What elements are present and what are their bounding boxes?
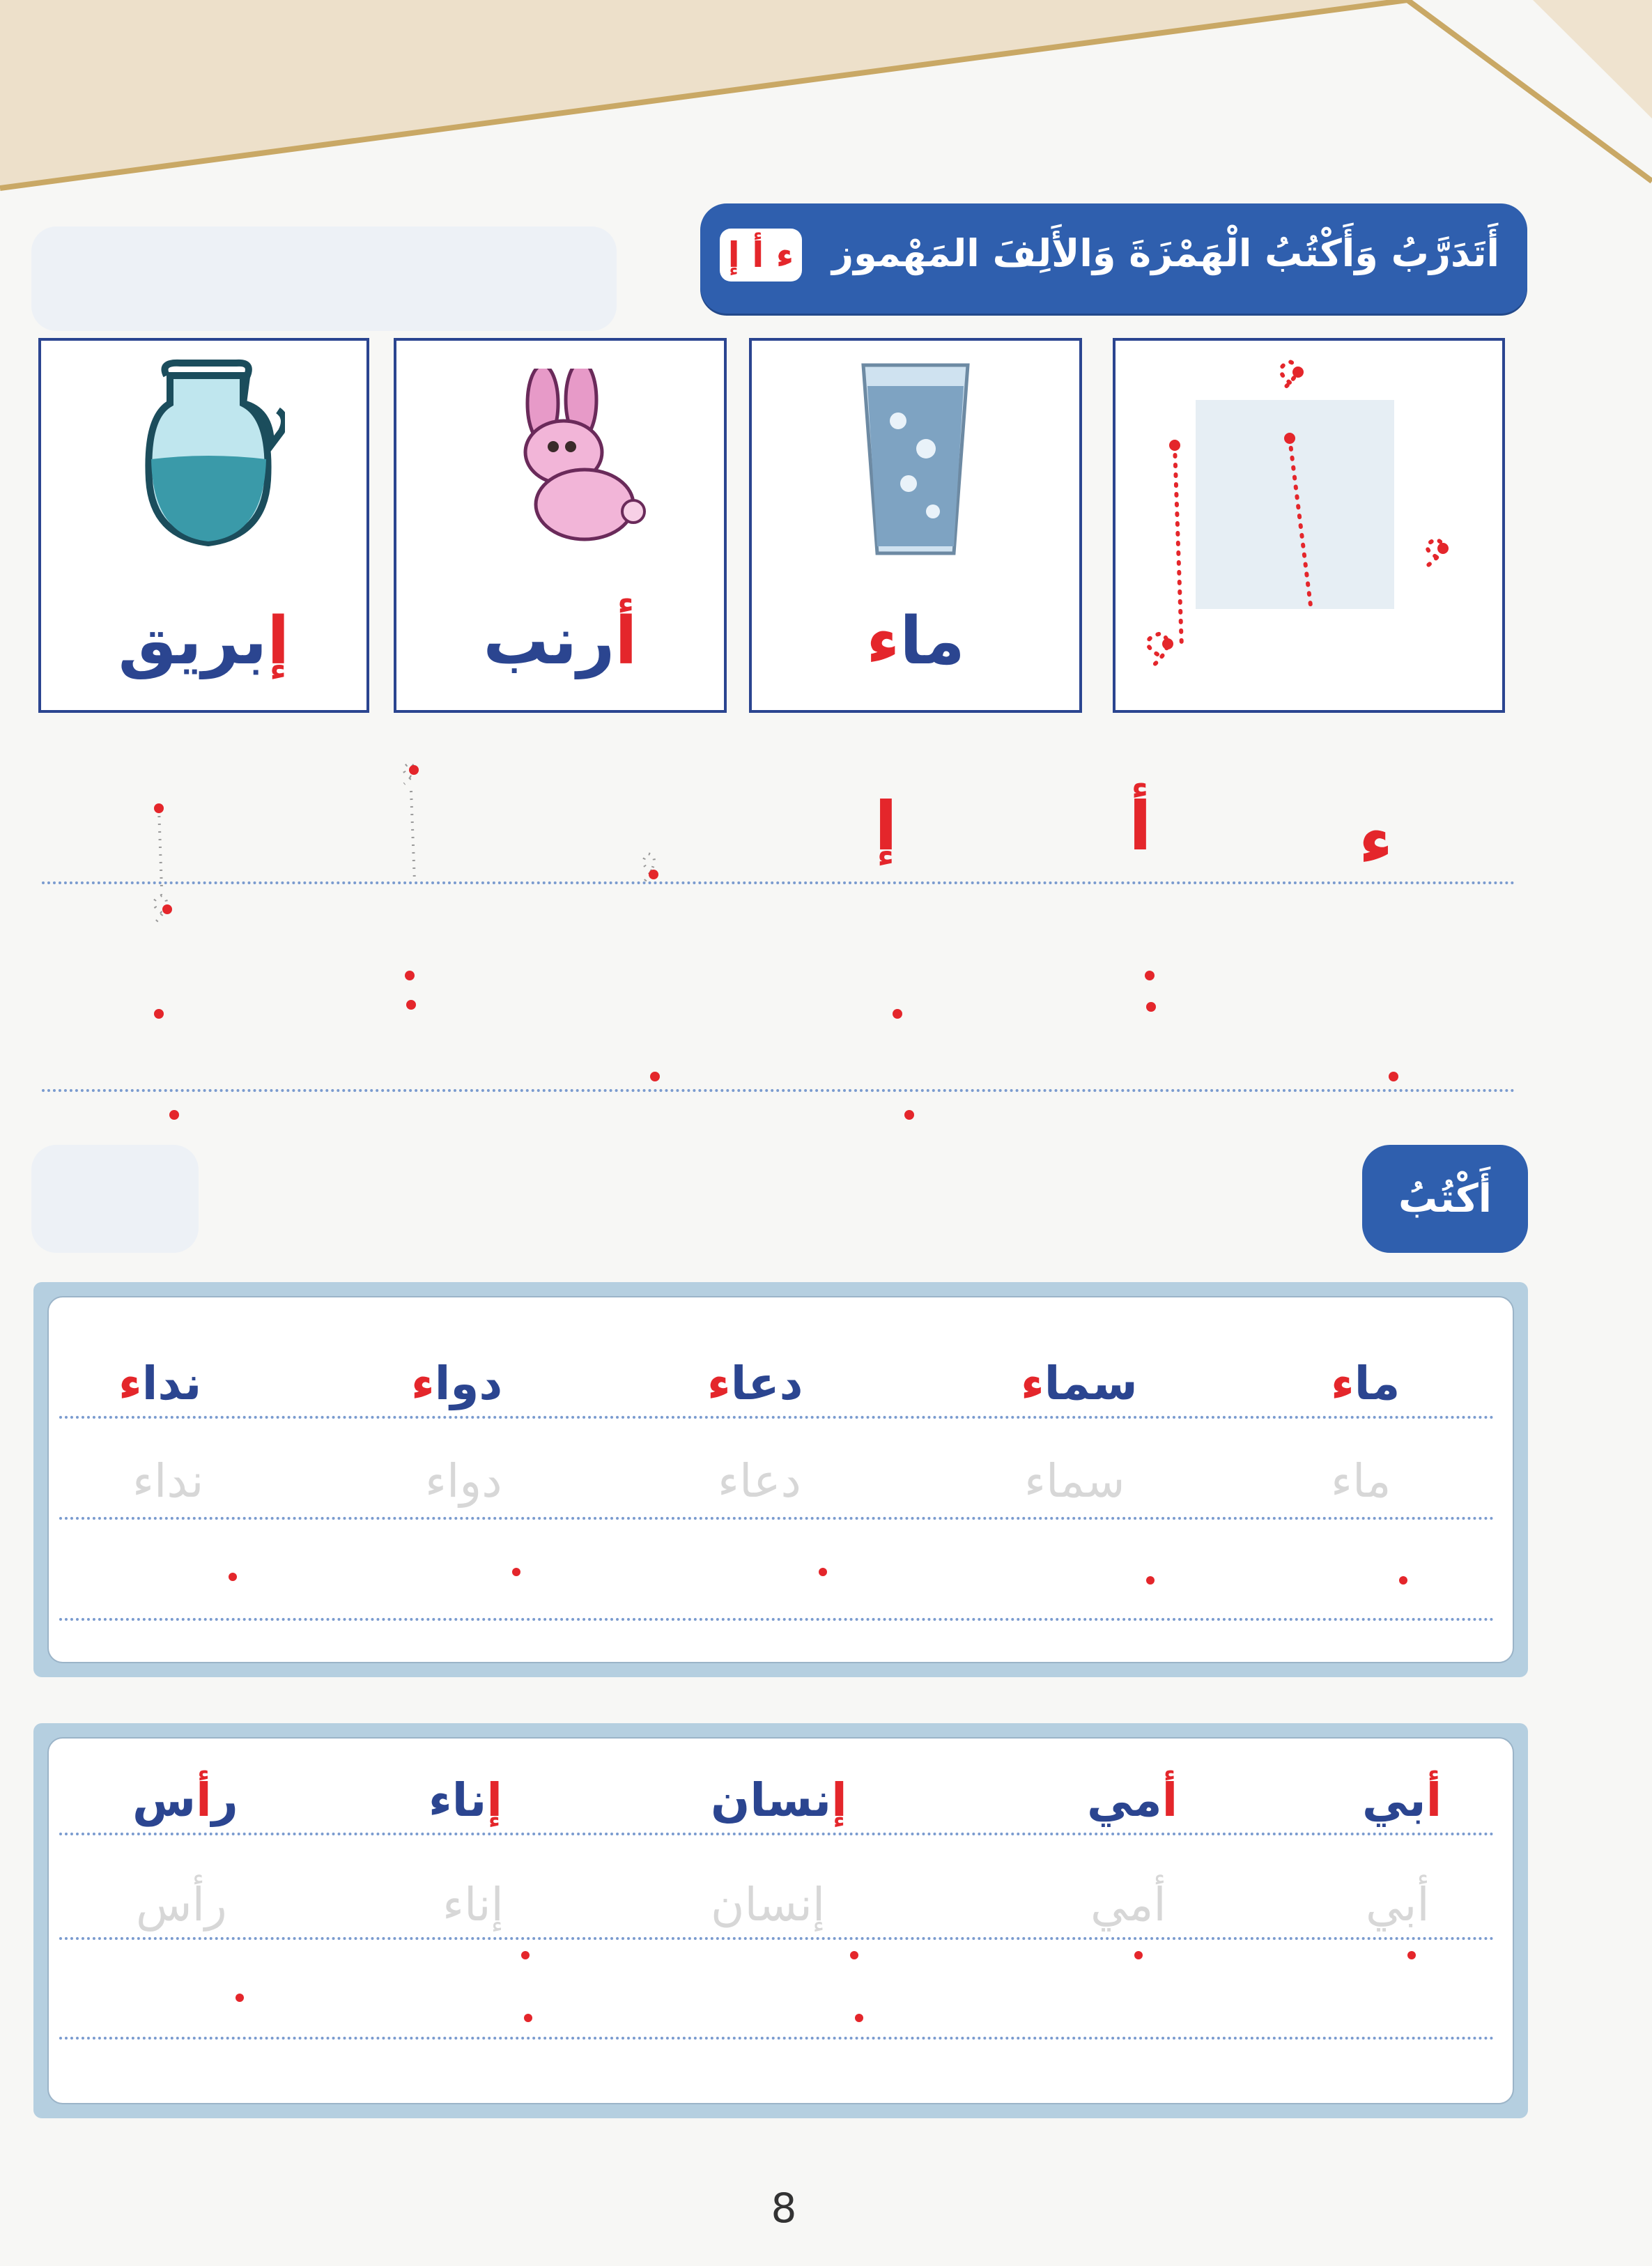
- page-number: 8: [771, 2184, 797, 2232]
- word-red-letter: ء: [411, 1357, 435, 1410]
- tracing-model-letter: أ: [1129, 787, 1152, 865]
- model-word: [1362, 1773, 1442, 1827]
- water-glass-icon: [856, 358, 975, 560]
- trace-word: إنسان: [711, 1878, 826, 1932]
- writing-line: [59, 1517, 1495, 1520]
- start-dot: [524, 2014, 532, 2022]
- model-word: [1087, 1773, 1178, 1827]
- model-word: [707, 1357, 803, 1410]
- word-red-letter: ء: [118, 1357, 142, 1410]
- writing-line: [59, 1618, 1495, 1621]
- model-word: [1331, 1357, 1400, 1410]
- start-dot: [512, 1568, 520, 1576]
- title-letters: ء أ إ: [720, 229, 802, 282]
- writing-line: [59, 1833, 1495, 1835]
- trace-word: إناء: [442, 1878, 504, 1932]
- word-text: ندا: [141, 1357, 202, 1410]
- start-dot: [521, 1951, 530, 1959]
- panel-inner: [47, 1737, 1514, 2104]
- start-dot: [1146, 1576, 1155, 1585]
- tracing-model-letter: ء: [1359, 801, 1394, 879]
- model-word: [429, 1773, 502, 1827]
- word-red-letter: إ: [831, 1773, 847, 1827]
- writing-line: [59, 1416, 1495, 1419]
- word-red-letter: ء: [866, 603, 900, 679]
- word-text: ما: [900, 603, 965, 679]
- trace-word: رأس: [136, 1878, 227, 1932]
- start-dot: [819, 1568, 827, 1576]
- word-text: دعا: [730, 1357, 803, 1410]
- word-text: بريق: [118, 603, 268, 679]
- trace-word: دعاء: [718, 1454, 801, 1508]
- word-red-letter: أ: [1426, 1773, 1442, 1827]
- word-red-letter: إ: [486, 1773, 502, 1827]
- write-section-label: أَكْتُبُ: [1362, 1145, 1528, 1253]
- start-dot: [855, 2014, 863, 2022]
- word-text: دوا: [434, 1357, 503, 1410]
- word-red-letter: إ: [267, 603, 290, 679]
- dotted-letter-guides: [0, 753, 1652, 1143]
- card-pitcher: [38, 338, 369, 713]
- page-corner-decoration: [0, 0, 1652, 209]
- word-text: سما: [1044, 1357, 1138, 1410]
- writing-panel-1: [33, 1282, 1528, 1677]
- card-trace: [1113, 338, 1505, 713]
- trace-word: ماء: [1331, 1454, 1391, 1508]
- word-red-letter: ء: [1021, 1357, 1044, 1410]
- word-red-letter: أ: [615, 603, 638, 679]
- dotted-letter-trace: [1116, 341, 1502, 710]
- word-red-letter: ء: [1331, 1357, 1354, 1410]
- model-word: [1021, 1357, 1138, 1410]
- start-dot: [236, 1994, 244, 2002]
- trace-word: دواء: [425, 1454, 502, 1508]
- tracing-model-letter: إ: [874, 787, 897, 865]
- word-red-letter: ء: [707, 1357, 731, 1410]
- pitcher-icon: [132, 355, 285, 557]
- card-word: [752, 603, 1079, 679]
- word-text: ناء: [429, 1773, 487, 1827]
- start-dot: [1134, 1951, 1143, 1959]
- writing-panel-2: [33, 1723, 1528, 2118]
- ghost-banner: [31, 226, 617, 331]
- word-text: ر: [211, 1773, 238, 1827]
- card-word: [396, 603, 724, 679]
- word-text: ما: [1354, 1357, 1400, 1410]
- title-text: أَتَدَرَّبُ وَأَكْتُبُ الْهَمْزَةَ وَالأَلِفَ المَهْموز: [832, 231, 1499, 275]
- trace-word: أمي: [1090, 1878, 1166, 1932]
- panel-inner: [47, 1296, 1514, 1663]
- word-text: بي: [1362, 1773, 1426, 1827]
- model-word: [411, 1357, 502, 1410]
- card-water: [749, 338, 1082, 713]
- start-dot: [1399, 1576, 1407, 1585]
- trace-word: نداء: [132, 1454, 204, 1508]
- start-dot: [229, 1573, 237, 1581]
- writing-line: [59, 1937, 1495, 1940]
- word-text: نسان: [711, 1773, 832, 1827]
- word-red-letter: أ: [1161, 1773, 1178, 1827]
- rabbit-icon: [494, 369, 647, 550]
- model-word: [118, 1357, 201, 1410]
- trace-word: أبي: [1366, 1878, 1430, 1932]
- model-word: [132, 1773, 238, 1827]
- model-word: [711, 1773, 847, 1827]
- trace-word: سماء: [1024, 1454, 1125, 1508]
- word-red-letter: أ: [196, 1773, 212, 1827]
- start-dot: [1407, 1951, 1416, 1959]
- card-word: [41, 603, 366, 679]
- word-text: مي: [1087, 1773, 1162, 1827]
- writing-line: [59, 2037, 1495, 2040]
- card-rabbit: [394, 338, 727, 713]
- ghost-banner: [31, 1145, 199, 1253]
- word-text: رنب: [483, 603, 615, 679]
- title-banner: [700, 203, 1527, 314]
- start-dot: [850, 1951, 858, 1959]
- word-text: س: [132, 1773, 196, 1827]
